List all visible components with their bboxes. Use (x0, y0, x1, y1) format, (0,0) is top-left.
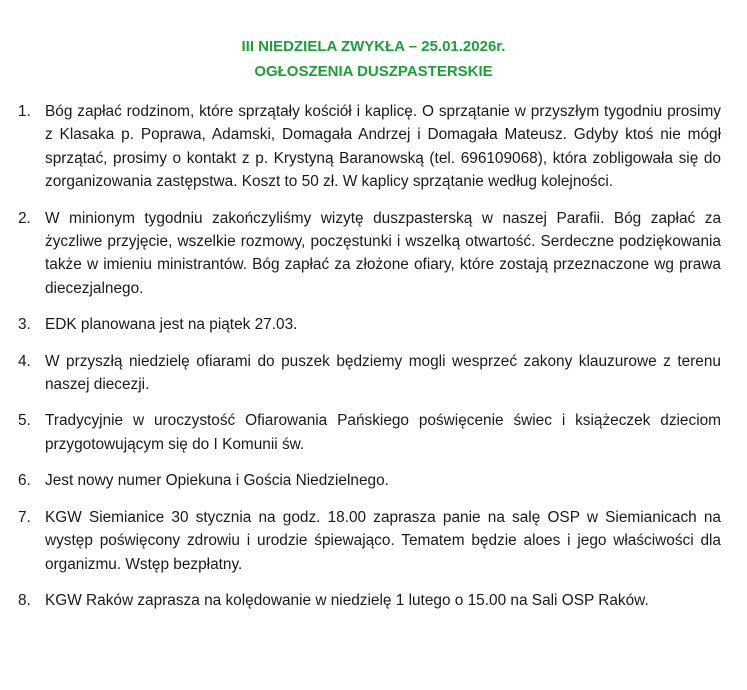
list-item (18, 589, 721, 612)
document-header (26, 34, 721, 84)
item-number: 4. (18, 352, 31, 370)
item-text: W przyszłą niedzielę ofiarami do puszek będziemy mogli wesprzeć zakony klauzurowe z terenu naszej diecezji. (45, 352, 721, 394)
item-text: EDK planowana jest na piątek 27.03. (45, 316, 298, 334)
list-item (18, 469, 721, 492)
item-text: W minionym tygodniu zakończyliśmy wizytę duszpasterską w naszej Parafii. Bóg zapłać za życzliwe przyjęcie, wszelkie rozmowy, poczęstunki i wszelką otwartość. Serdeczne podziękowania także w imieniu ministrantów. Bóg zapłać za złożone ofiary, które zostają przeznaczone wg prawa diecezjalnego. (45, 209, 721, 297)
item-text: Tradycyjnie w uroczystość Ofiarowania Pańskiego poświęcenie świec i książeczek dzieciom przygotowującym się do I Komunii św. (45, 412, 721, 453)
page-subtitle: OGŁOSZENIA DUSZPASTERSKIE (254, 63, 493, 80)
item-text: Jest nowy numer Opiekuna i Gościa Niedzielnego. (45, 472, 389, 490)
item-number: 6. (18, 472, 31, 490)
item-text: KGW Raków zaprasza na kolędowanie w niedzielę 1 lutego o 15.00 na Sali OSP Raków. (45, 591, 649, 609)
list-item (18, 313, 721, 336)
item-text: Bóg zapłać rodzinom, które sprzątały kościół i kaplicę. O sprzątanie w przyszłym tygodniu prosimy z Klasaka p. Poprawa, Adamski, Domagała Andrzej i Domagała Mateusz. Gdyby ktoś nie mógł sprzątać, prosimy o kontakt z p. Krystyną Baranowską (tel. 696109068), która zobligowała się do zorganizowania zastępstwa. Koszt to 50 zł. W kaplicy sprzątanie według kolejności. (45, 103, 721, 191)
item-number: 8. (18, 591, 31, 609)
list-item (18, 207, 721, 301)
item-number: 5. (18, 412, 31, 430)
list-item (18, 506, 721, 576)
list-item (18, 409, 721, 456)
list-item (18, 100, 721, 194)
list-item (18, 350, 721, 397)
item-number: 7. (18, 508, 31, 526)
item-number: 1. (18, 103, 31, 120)
page-title: III NIEDZIELA ZWYKŁA – 25.01.2026r. (241, 38, 506, 55)
item-text: KGW Siemianice 30 stycznia na godz. 18.00 zaprasza panie na salę OSP w Siemianicach na występ poświęcony zdrowiu i urodzie śpiewająco. Tematem będzie aloes i jego właściwości dla organizmu. Wstęp bezpłatny. (45, 508, 721, 573)
announcements-list (18, 100, 721, 612)
item-number: 3. (18, 316, 31, 334)
item-number: 2. (18, 209, 31, 227)
